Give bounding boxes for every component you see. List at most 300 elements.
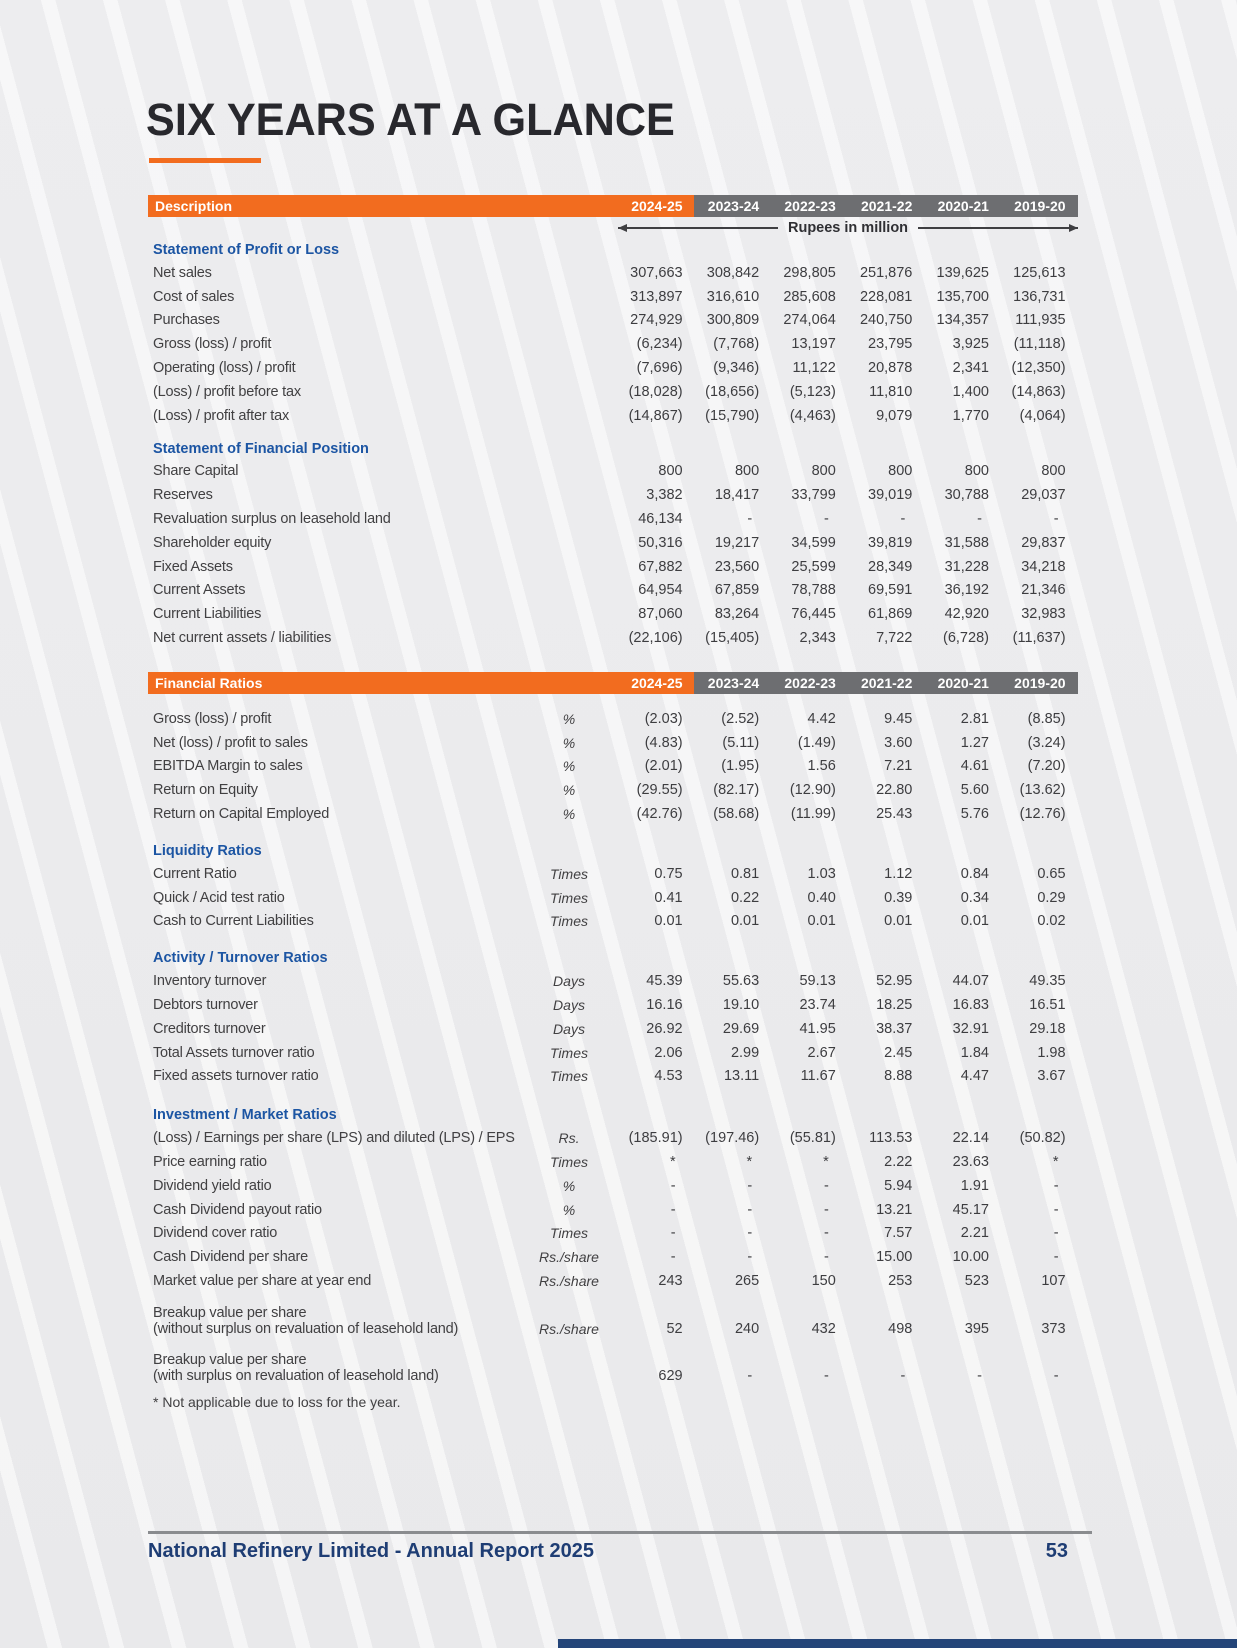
cell-value: 107 bbox=[1041, 1272, 1066, 1289]
row-label: Current Assets bbox=[153, 582, 246, 599]
cell-value: - bbox=[1053, 1177, 1059, 1194]
cell-value: 45.17 bbox=[952, 1201, 989, 1218]
cell-value: 313,897 bbox=[630, 288, 683, 305]
row-label: Fixed assets turnover ratio bbox=[153, 1068, 319, 1085]
cell-value: 265 bbox=[734, 1272, 760, 1289]
cell-value: 800 bbox=[1041, 463, 1066, 480]
row-label: Purchases bbox=[153, 312, 220, 329]
cell-value: (12.90) bbox=[789, 782, 836, 799]
row-unit: Rs./share bbox=[539, 1272, 599, 1289]
table-row bbox=[148, 707, 1078, 731]
cell-value: - bbox=[670, 1201, 676, 1218]
year-header: 2022-23 bbox=[784, 198, 836, 214]
cell-value: 274,064 bbox=[783, 312, 836, 329]
cell-value: 2.06 bbox=[654, 1044, 683, 1061]
cell-value: 8.88 bbox=[884, 1068, 913, 1085]
row-unit: Days bbox=[553, 997, 585, 1014]
cell-value: (13.62) bbox=[1019, 782, 1066, 799]
row-unit: Rs./share bbox=[539, 1249, 599, 1266]
cell-value: - bbox=[747, 1225, 753, 1242]
bottom-decor-strip bbox=[558, 1639, 1237, 1648]
cell-value: 134,357 bbox=[936, 312, 989, 329]
cell-value: 11.67 bbox=[800, 1068, 836, 1085]
row-label: Breakup value per share bbox=[153, 1304, 307, 1321]
row-label-cell bbox=[148, 559, 520, 575]
cell-value: 11,122 bbox=[792, 360, 836, 377]
cell-value: - bbox=[1053, 1249, 1059, 1266]
cell-value: 18,417 bbox=[714, 487, 760, 504]
row-label: Net sales bbox=[153, 264, 212, 281]
cell-value: (14,867) bbox=[628, 407, 683, 424]
cell-value: 11,810 bbox=[869, 383, 913, 400]
cell-value: 274,929 bbox=[630, 312, 683, 329]
cell-value: (7.20) bbox=[1027, 758, 1066, 775]
row-label-cell bbox=[148, 487, 520, 503]
cell-value: 25.43 bbox=[876, 806, 913, 823]
cell-value: - bbox=[670, 1249, 676, 1266]
footnote: * Not applicable due to loss for the year. bbox=[153, 1393, 401, 1410]
rupees-banner bbox=[618, 217, 1078, 239]
year-header: 2021-22 bbox=[860, 674, 913, 691]
cell-value: 4.42 bbox=[807, 710, 836, 727]
table-row bbox=[148, 507, 1078, 531]
row-label-cell bbox=[148, 1305, 520, 1337]
cell-value: 253 bbox=[888, 1272, 913, 1289]
cell-value: - bbox=[977, 511, 982, 528]
cell-value: - bbox=[900, 511, 906, 528]
cell-value: 22.80 bbox=[876, 782, 913, 799]
cell-value: 7.21 bbox=[884, 758, 913, 775]
cell-value: 34,218 bbox=[1021, 558, 1066, 575]
cell-value: 19.10 bbox=[722, 997, 760, 1014]
cell-value: 10.00 bbox=[952, 1249, 989, 1266]
row-unit: Times bbox=[550, 889, 588, 906]
cell-value: 1,400 bbox=[952, 383, 989, 400]
year-header: 2023-24 bbox=[707, 674, 760, 691]
cell-value: 228,081 bbox=[859, 288, 913, 305]
table-row bbox=[148, 862, 1078, 886]
cell-value: (6,234) bbox=[636, 336, 683, 353]
section-rows bbox=[148, 460, 1078, 650]
row-label: Breakup value per share bbox=[153, 1351, 307, 1368]
year-header: 2019-20 bbox=[1014, 198, 1066, 214]
row-label: Revaluation surplus on leasehold land bbox=[153, 511, 391, 528]
cell-value: 13,197 bbox=[791, 336, 836, 353]
row-label: Dividend cover ratio bbox=[153, 1225, 278, 1242]
cell-value: (14,863) bbox=[1011, 383, 1066, 400]
header-bar-title: Financial Ratios bbox=[155, 674, 263, 691]
cell-value: 800 bbox=[658, 463, 683, 480]
row-unit: Times bbox=[550, 913, 588, 930]
footer-report-title: National Refinery Limited - Annual Report 2025 bbox=[148, 1540, 595, 1562]
cell-value: (4,064) bbox=[1019, 407, 1066, 424]
row-unit: Rs. bbox=[558, 1130, 580, 1147]
cell-value: 2.67 bbox=[807, 1044, 836, 1061]
section-heading: Liquidity Ratios bbox=[153, 842, 262, 859]
cell-value: 1.12 bbox=[884, 865, 913, 882]
table-row bbox=[148, 332, 1078, 356]
cell-value: (2.01) bbox=[644, 758, 683, 775]
year-header: 2020-21 bbox=[937, 674, 989, 691]
cell-value: 800 bbox=[888, 463, 913, 480]
cell-value: 2.22 bbox=[884, 1154, 913, 1170]
cell-value: 16.51 bbox=[1029, 997, 1066, 1014]
cell-value: 5.60 bbox=[960, 782, 989, 799]
row-label: Return on Equity bbox=[153, 782, 258, 799]
cell-value: 111,935 bbox=[1015, 312, 1066, 329]
cell-value: (1.95) bbox=[721, 758, 760, 775]
cell-value: - bbox=[977, 1367, 982, 1384]
row-label: Cash Dividend payout ratio bbox=[153, 1201, 322, 1218]
cell-value: 3,925 bbox=[952, 336, 989, 353]
cell-value: 800 bbox=[964, 463, 989, 480]
table-row bbox=[148, 626, 1078, 650]
table-row bbox=[148, 1150, 1078, 1174]
cell-value: 243 bbox=[658, 1272, 683, 1289]
cell-value: (5,123) bbox=[789, 383, 836, 400]
cell-value: (50.82) bbox=[1019, 1130, 1066, 1147]
section-heading: Activity / Turnover Ratios bbox=[153, 950, 328, 967]
cell-value: - bbox=[1053, 1225, 1059, 1242]
cell-value: - bbox=[823, 1225, 829, 1242]
cell-value: - bbox=[823, 1201, 829, 1218]
cell-value: (22,106) bbox=[628, 630, 683, 647]
cell-value: (5.11) bbox=[722, 734, 760, 751]
cell-value: 25,599 bbox=[791, 558, 836, 575]
cell-value: 45.39 bbox=[646, 973, 683, 990]
row-label: Fixed Assets bbox=[153, 558, 233, 575]
row-label-cell bbox=[148, 1178, 520, 1194]
row-label: Net (loss) / profit to sales bbox=[153, 734, 308, 751]
row-label: Net current assets / liabilities bbox=[153, 630, 332, 647]
cell-value: (12.76) bbox=[1019, 806, 1066, 823]
row-unit: % bbox=[562, 1201, 576, 1218]
cell-value: (9,346) bbox=[713, 360, 760, 377]
cell-value: 0.34 bbox=[960, 889, 989, 906]
section-rows bbox=[148, 1126, 1078, 1387]
cell-value: 1.98 bbox=[1037, 1044, 1066, 1061]
cell-value: - bbox=[747, 1367, 753, 1384]
row-label-cell bbox=[148, 973, 520, 989]
cell-value: 0.01 bbox=[960, 913, 989, 930]
cell-value: 0.84 bbox=[960, 865, 989, 882]
cell-value: (11,637) bbox=[1012, 630, 1066, 647]
cell-value: (15,405) bbox=[705, 630, 760, 647]
row-label: Current Ratio bbox=[153, 865, 237, 882]
row-label: Operating (loss) / profit bbox=[153, 360, 296, 377]
table-row bbox=[148, 380, 1078, 404]
cell-value: 125,613 bbox=[1013, 264, 1066, 281]
row-label-cell bbox=[148, 630, 520, 646]
cell-value: 67,859 bbox=[714, 582, 760, 599]
cell-value: (18,656) bbox=[705, 383, 760, 400]
page-title: SIX YEARS AT A GLANCE bbox=[146, 94, 675, 145]
cell-value: 83,264 bbox=[714, 606, 760, 623]
row-unit: Times bbox=[550, 1068, 588, 1085]
row-label-line2: (with surplus on revaluation of leasehold land) bbox=[153, 1367, 439, 1384]
table-row bbox=[148, 755, 1078, 779]
table-row bbox=[148, 1065, 1078, 1089]
table-row bbox=[148, 1269, 1078, 1293]
cell-value: (8.85) bbox=[1027, 710, 1066, 727]
row-unit: Times bbox=[550, 1225, 588, 1242]
cell-value: 4.53 bbox=[654, 1068, 683, 1085]
cell-value: 23.74 bbox=[799, 997, 836, 1014]
row-label-cell bbox=[148, 1021, 520, 1037]
row-label-cell bbox=[148, 866, 520, 882]
cell-value: (4,463) bbox=[789, 407, 836, 424]
cell-value: 7,722 bbox=[876, 630, 913, 647]
table-row bbox=[148, 731, 1078, 755]
row-label-cell bbox=[148, 289, 520, 305]
row-label-cell bbox=[148, 336, 520, 352]
cell-value: - bbox=[823, 1249, 829, 1266]
row-label-cell bbox=[148, 1225, 520, 1241]
cell-value: 29.18 bbox=[1029, 1020, 1066, 1037]
cell-value: 373 bbox=[1041, 1320, 1066, 1337]
row-label-cell bbox=[148, 782, 520, 798]
cell-value: 5.94 bbox=[884, 1177, 913, 1194]
cell-value: 0.39 bbox=[884, 889, 913, 906]
cell-value: (55.81) bbox=[789, 1130, 836, 1147]
table-row bbox=[148, 309, 1078, 333]
cell-value: 0.81 bbox=[730, 865, 760, 882]
table-row bbox=[148, 1340, 1078, 1387]
row-label: Current Liabilities bbox=[153, 606, 262, 623]
cell-value: 0.01 bbox=[884, 913, 913, 930]
row-label: Cash to Current Liabilities bbox=[153, 913, 314, 930]
section-rows bbox=[148, 969, 1078, 1088]
cell-value: 113.53 bbox=[869, 1130, 913, 1147]
cell-value: 0.29 bbox=[1037, 889, 1066, 906]
row-label-line2: (without surplus on revaluation of leasehold land) bbox=[153, 1320, 459, 1337]
cell-value: 316,610 bbox=[706, 288, 760, 305]
cell-value: 2.99 bbox=[730, 1044, 760, 1061]
cell-value: 23,795 bbox=[868, 336, 913, 353]
cell-value: 395 bbox=[964, 1320, 989, 1337]
row-label: Market value per share at year end bbox=[153, 1272, 372, 1289]
cell-value: 31,588 bbox=[944, 534, 989, 551]
cell-value: 800 bbox=[734, 463, 760, 480]
row-label: Inventory turnover bbox=[153, 973, 267, 990]
row-unit: Rs./share bbox=[539, 1320, 599, 1337]
cell-value: 52 bbox=[666, 1320, 683, 1337]
section-heading: Investment / Market Ratios bbox=[153, 1107, 337, 1124]
cell-value: 50,316 bbox=[638, 534, 683, 551]
row-label-cell bbox=[148, 384, 520, 400]
table-row bbox=[148, 579, 1078, 603]
cell-value: 1,770 bbox=[952, 407, 989, 424]
cell-value: 18.25 bbox=[876, 997, 913, 1014]
cell-value: 38.37 bbox=[876, 1020, 913, 1037]
cell-value: 139,625 bbox=[936, 264, 989, 281]
cell-value: - bbox=[747, 1177, 753, 1194]
cell-value: 2,343 bbox=[799, 630, 836, 647]
table-row bbox=[148, 1017, 1078, 1041]
cell-value: * bbox=[1052, 1154, 1059, 1170]
row-label: EBITDA Margin to sales bbox=[153, 758, 303, 775]
footer-divider bbox=[148, 1531, 1092, 1534]
cell-value: 800 bbox=[811, 463, 836, 480]
row-label-cell bbox=[148, 511, 520, 527]
cell-value: 32,983 bbox=[1021, 606, 1066, 623]
table-row bbox=[148, 886, 1078, 910]
cell-value: - bbox=[823, 1177, 829, 1194]
cell-value: 42,920 bbox=[944, 606, 989, 623]
row-label: Debtors turnover bbox=[153, 997, 258, 1014]
row-label-cell bbox=[148, 997, 520, 1013]
cell-value: 26.92 bbox=[646, 1020, 683, 1037]
table-row bbox=[148, 356, 1078, 380]
cell-value: * bbox=[746, 1154, 753, 1170]
cell-value: 21,346 bbox=[1021, 582, 1066, 599]
cell-value: 76,445 bbox=[791, 606, 836, 623]
rupees-banner-label: Rupees in million bbox=[787, 220, 909, 236]
table-row bbox=[148, 602, 1078, 626]
year-header: 2020-21 bbox=[937, 198, 989, 214]
cell-value: 34,599 bbox=[791, 534, 836, 551]
cell-value: 0.01 bbox=[807, 913, 836, 930]
year-header: 2024-25 bbox=[631, 674, 683, 691]
cell-value: 22.14 bbox=[952, 1130, 989, 1147]
cell-value: 78,788 bbox=[791, 582, 836, 599]
row-label: (Loss) / profit after tax bbox=[153, 407, 290, 424]
row-label: Cash Dividend per share bbox=[153, 1249, 308, 1266]
year-header: 2022-23 bbox=[784, 674, 836, 691]
cell-value: 135,700 bbox=[936, 288, 989, 305]
cell-value: 41.95 bbox=[799, 1020, 836, 1037]
section-rows bbox=[148, 862, 1078, 933]
cell-value: 251,876 bbox=[859, 264, 913, 281]
cell-value: 16.83 bbox=[952, 997, 989, 1014]
cell-value: 32.91 bbox=[952, 1020, 989, 1037]
row-label: Share Capital bbox=[153, 463, 239, 480]
row-label: Cost of sales bbox=[153, 288, 235, 305]
cell-value: 150 bbox=[811, 1272, 836, 1289]
row-label: (Loss) / profit before tax bbox=[153, 383, 301, 400]
cell-value: 0.01 bbox=[730, 913, 760, 930]
row-label: Gross (loss) / profit bbox=[153, 710, 272, 727]
cell-value: - bbox=[747, 1201, 753, 1218]
cell-value: 240,750 bbox=[859, 312, 913, 329]
row-label-cell bbox=[148, 1068, 520, 1084]
table-row bbox=[148, 802, 1078, 826]
page-number: 53 bbox=[1045, 1540, 1068, 1562]
cell-value: 0.02 bbox=[1037, 913, 1066, 930]
cell-value: 15.00 bbox=[876, 1249, 913, 1266]
cell-value: 523 bbox=[964, 1272, 989, 1289]
section-rows bbox=[148, 261, 1078, 428]
row-label: Dividend yield ratio bbox=[153, 1177, 272, 1194]
row-unit: Times bbox=[550, 1044, 588, 1061]
table-row bbox=[148, 778, 1078, 802]
cell-value: - bbox=[670, 1225, 676, 1242]
cell-value: 13.21 bbox=[876, 1201, 913, 1218]
cell-value: 2.81 bbox=[960, 710, 989, 727]
cell-value: 432 bbox=[811, 1320, 836, 1337]
cell-value: 46,134 bbox=[638, 511, 683, 528]
cell-value: (29.55) bbox=[636, 782, 683, 799]
cell-value: 67,882 bbox=[638, 558, 683, 575]
cell-value: (2.52) bbox=[721, 710, 760, 727]
cell-value: (1.49) bbox=[797, 734, 836, 751]
cell-value: 29,837 bbox=[1021, 534, 1066, 551]
row-label-cell bbox=[148, 806, 520, 822]
table-row bbox=[148, 261, 1078, 285]
row-label-cell bbox=[148, 312, 520, 328]
cell-value: 0.40 bbox=[807, 889, 836, 906]
cell-value: 1.03 bbox=[807, 865, 836, 882]
title-underline bbox=[149, 158, 261, 163]
cell-value: 1.56 bbox=[807, 758, 836, 775]
table-row bbox=[148, 460, 1078, 484]
row-label-cell bbox=[148, 463, 520, 479]
year-header: 2023-24 bbox=[707, 198, 760, 214]
cell-value: (42.76) bbox=[636, 806, 683, 823]
section-rows bbox=[148, 707, 1078, 826]
cell-value: 0.75 bbox=[654, 865, 683, 882]
header-bar-title: Description bbox=[155, 198, 233, 214]
cell-value: 13.11 bbox=[723, 1068, 760, 1085]
table-row bbox=[148, 1293, 1078, 1340]
row-label-cell bbox=[148, 1154, 520, 1170]
cell-value: 2.21 bbox=[960, 1225, 989, 1242]
cell-value: 16.16 bbox=[646, 997, 683, 1014]
cell-value: 0.01 bbox=[654, 913, 683, 930]
cell-value: - bbox=[900, 1367, 906, 1384]
row-label-cell bbox=[148, 1249, 520, 1265]
cell-value: (3.24) bbox=[1027, 734, 1066, 751]
table-header-bar bbox=[148, 195, 1078, 217]
row-unit: % bbox=[562, 710, 576, 727]
cell-value: - bbox=[1053, 511, 1059, 528]
cell-value: 0.22 bbox=[730, 889, 760, 906]
cell-value: (11.99) bbox=[790, 806, 836, 823]
cell-value: 49.35 bbox=[1029, 973, 1066, 990]
cell-value: - bbox=[823, 1367, 829, 1384]
cell-value: 29.69 bbox=[722, 1020, 760, 1037]
cell-value: 308,842 bbox=[706, 264, 760, 281]
cell-value: (7,696) bbox=[636, 360, 683, 377]
row-unit: % bbox=[562, 782, 576, 799]
cell-value: 30,788 bbox=[944, 487, 989, 504]
cell-value: * bbox=[669, 1154, 676, 1170]
cell-value: 3.60 bbox=[884, 734, 913, 751]
year-header: 2019-20 bbox=[1014, 674, 1066, 691]
row-unit: Times bbox=[550, 865, 588, 882]
cell-value: 1.84 bbox=[960, 1044, 989, 1061]
cell-value: (12,350) bbox=[1011, 360, 1066, 377]
cell-value: (82.17) bbox=[713, 782, 760, 799]
table-row bbox=[148, 285, 1078, 309]
row-label-cell bbox=[148, 535, 520, 551]
cell-value: 23,560 bbox=[714, 558, 760, 575]
cell-value: 629 bbox=[658, 1367, 683, 1384]
cell-value: (185.91) bbox=[628, 1130, 683, 1147]
cell-value: 9.45 bbox=[884, 710, 913, 727]
row-label-cell bbox=[148, 360, 520, 376]
cell-value: 7.57 bbox=[884, 1225, 913, 1242]
cell-value: (58.68) bbox=[713, 806, 760, 823]
cell-value: 87,060 bbox=[638, 606, 683, 623]
row-label-cell bbox=[148, 265, 520, 281]
cell-value: (4.83) bbox=[644, 734, 683, 751]
cell-value: 44.07 bbox=[952, 973, 989, 990]
cell-value: 33,799 bbox=[791, 487, 836, 504]
cell-value: 39,019 bbox=[868, 487, 913, 504]
cell-value: 2,341 bbox=[952, 360, 989, 377]
table-row bbox=[148, 993, 1078, 1017]
